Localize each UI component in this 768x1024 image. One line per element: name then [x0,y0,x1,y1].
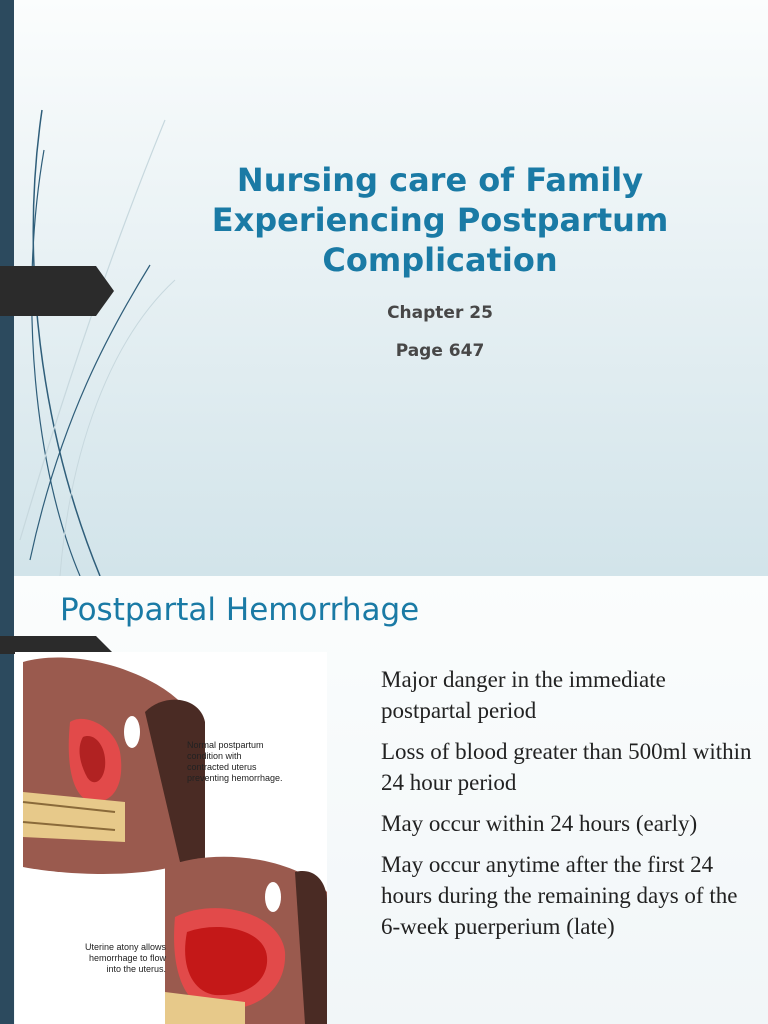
bullet-item: Major danger in the immediate postpartal period [381,667,666,723]
bullet-item: Loss of blood greater than 500ml within 24 hour period [381,739,752,795]
slide-heading: Postpartal Hemorrhage [60,592,420,628]
uterus-diagram [15,652,327,1024]
bullet-item: May occur anytime after the first 24 hours during the remaining days of the 6-week puerperium (late) [381,852,738,939]
bullet-item: May occur within 24 hours (early) [381,811,698,836]
slide-title [160,160,720,280]
caption-atony: Uterine atony allows hemorrhage to flow into the uterus. [85,942,167,974]
uterus-illustration [15,652,327,1024]
caption-normal: Normal postpartum condition with contracted uterus preventing hemorrhage. [187,740,283,783]
arrow-marker-icon [0,266,114,316]
title-line-3: Complication [322,241,558,279]
bullet-list [352,664,752,952]
title-line-1: Nursing care of Family [236,161,644,199]
chapter-label: Chapter 25 [387,303,493,323]
content-slide [0,576,768,1024]
page-label: Page 647 [395,341,485,361]
title-line-2: Experiencing Postpartum [211,201,669,239]
